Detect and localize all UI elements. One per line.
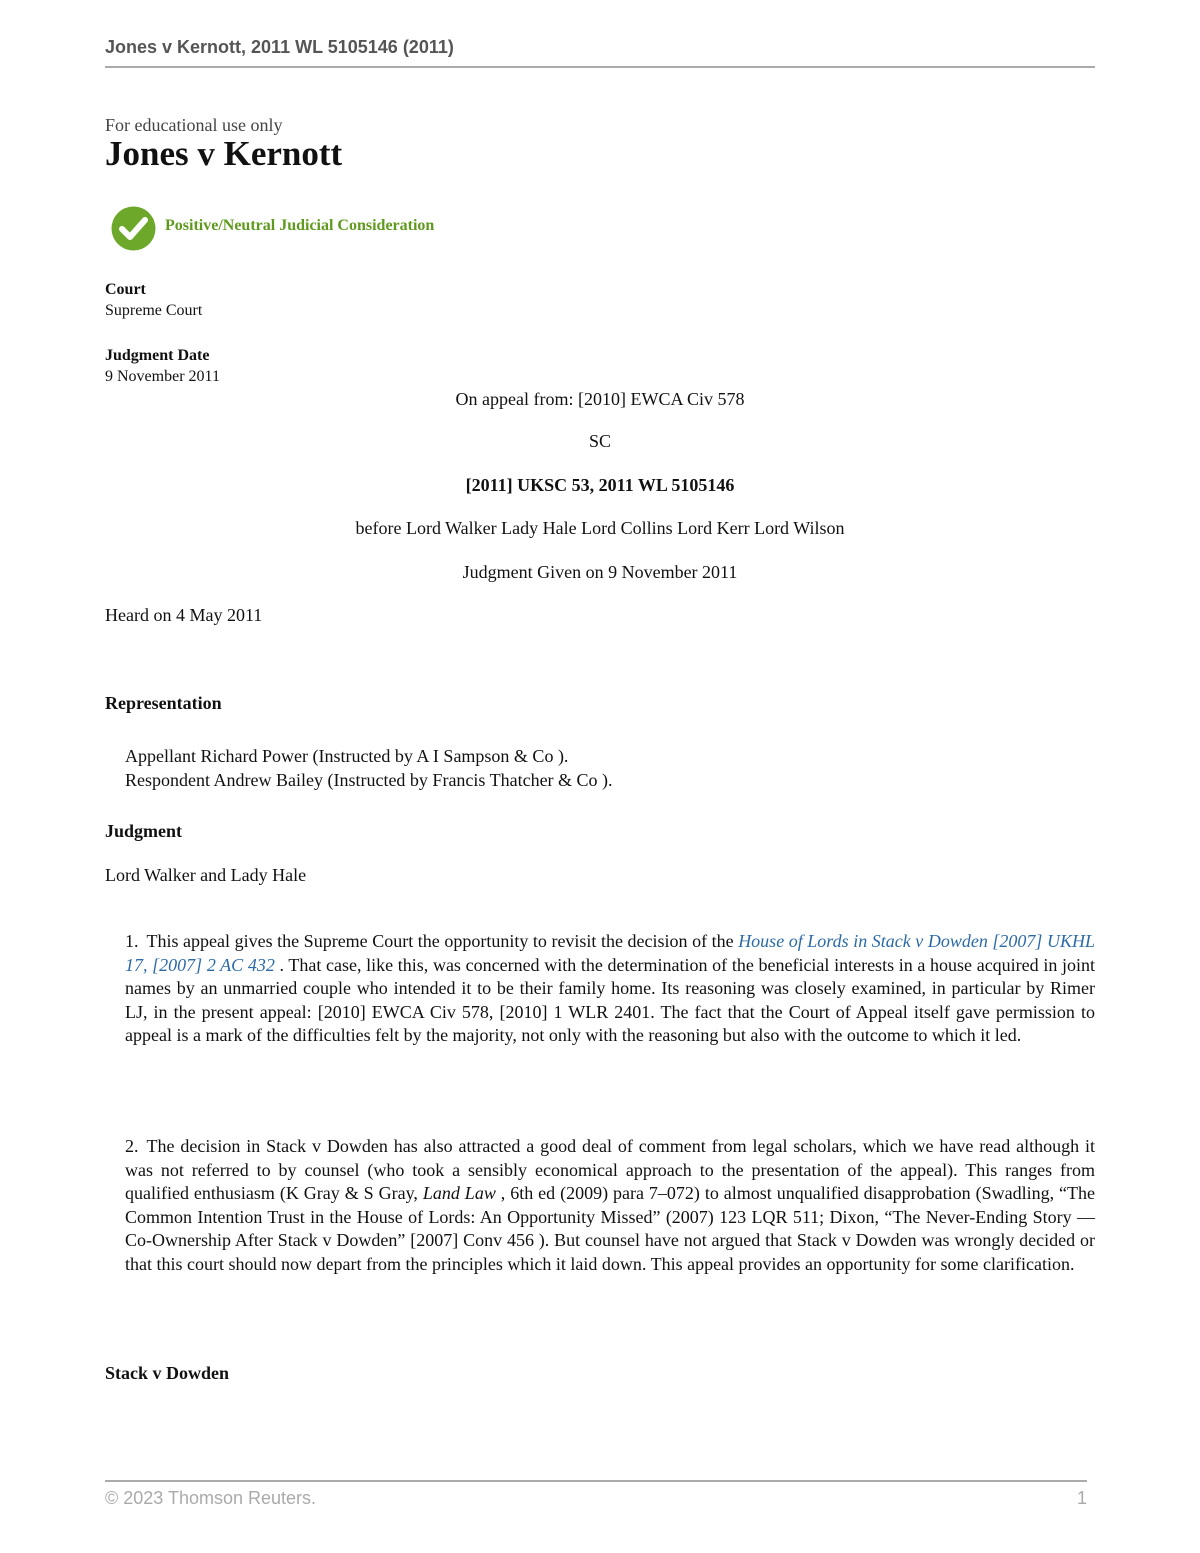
bench: before Lord Walker Lady Hale Lord Collins Lord Kerr Lord Wilson xyxy=(355,518,845,538)
copyright: © 2023 Thomson Reuters. xyxy=(105,1488,317,1508)
case-citation: [2011] UKSC 53, 2011 WL 5105146 xyxy=(465,475,735,495)
checkmark-icon xyxy=(111,206,156,251)
representation-appellant: Appellant Richard Power (Instructed by A I Sampson & Co ). xyxy=(125,746,569,766)
running-header: Jones v Kernott, 2011 WL 5105146 (2011) xyxy=(105,37,454,57)
judgment-date-label: Judgment Date xyxy=(105,347,210,364)
paragraph-text: The decision in Stack v Dowden has also attracted a good deal of comment from legal scholars, which we have read although it was not referred to by counsel (who took a sensibly economical approach to the presentation of the appeal). This ranges from qualified enthusiasm (K Gray & S Gray, xyxy=(125,1136,1095,1203)
judgment-date-value: 9 November 2011 xyxy=(105,368,220,385)
court-label: Court xyxy=(105,281,146,298)
header-divider xyxy=(105,66,1095,68)
representation-respondent: Respondent Andrew Bailey (Instructed by Francis Thatcher & Co ). xyxy=(125,770,613,790)
book-title: Land Law xyxy=(422,1183,496,1203)
case-link[interactable]: House of Lords in Stack v Dowden [2007] UKHL 17, [2007] 2 AC 432 xyxy=(125,931,1095,975)
footer-divider xyxy=(105,1480,1087,1482)
paragraph-text: , 6th ed (2009) para 7–072) to almost unqualified disapprobation (Swadling, “The Common Intention Trust in the House of Lords: An Opportunity Missed” (2007) 123 LQR 511; Dixon, “The Never-Ending Story — Co-Ownership After Stack v Dowden” [2007] Conv 456 ). But counsel have not argued that Stack v Dowden was wrongly decided or that this court should now depart from the principles which it laid down. This appeal provides an opportunity for some clarification. xyxy=(125,1183,1095,1274)
judgment-heading: Judgment xyxy=(105,821,183,841)
page-number: 1 xyxy=(1077,1488,1088,1508)
paragraph-2 xyxy=(125,1135,1095,1276)
appeal-from: On appeal from: [2010] EWCA Civ 578 xyxy=(455,389,745,409)
paragraph-1 xyxy=(125,930,1095,1048)
judgment-given: Judgment Given on 9 November 2011 xyxy=(462,562,738,582)
heard-date: Heard on 4 May 2011 xyxy=(105,605,263,625)
paragraph-text: This appeal gives the Supreme Court the opportunity to revisit the decision of the xyxy=(146,931,739,951)
paragraph-number: 1. xyxy=(125,931,139,951)
judges-line: Lord Walker and Lady Hale xyxy=(105,865,307,885)
paragraph-number: 2. xyxy=(125,1136,139,1156)
court-value: Supreme Court xyxy=(105,302,203,319)
educational-notice: For educational use only xyxy=(105,115,283,135)
representation-heading: Representation xyxy=(105,693,222,713)
stack-v-dowden-heading: Stack v Dowden xyxy=(105,1363,230,1383)
court-code: SC xyxy=(588,431,612,451)
document-title: Jones v Kernott xyxy=(105,134,343,173)
paragraph-text: . That case, like this, was concerned with the determination of the beneficial interests in a house acquired in joint names by an unmarried couple who intended it to be their family home. Its reasoning was closely examined, in particular by Rimer LJ, in the present appeal: [2010] EWCA Civ 578, [2010] 1 WLR 2401. The fact that the Court of Appeal itself gave permission to appeal is a mark of the difficulties felt by the majority, not only with the reasoning but also with the outcome to which it led. xyxy=(125,954,1095,1045)
judicial-consideration-flag[interactable]: Positive/Neutral Judicial Consideration xyxy=(165,217,435,234)
